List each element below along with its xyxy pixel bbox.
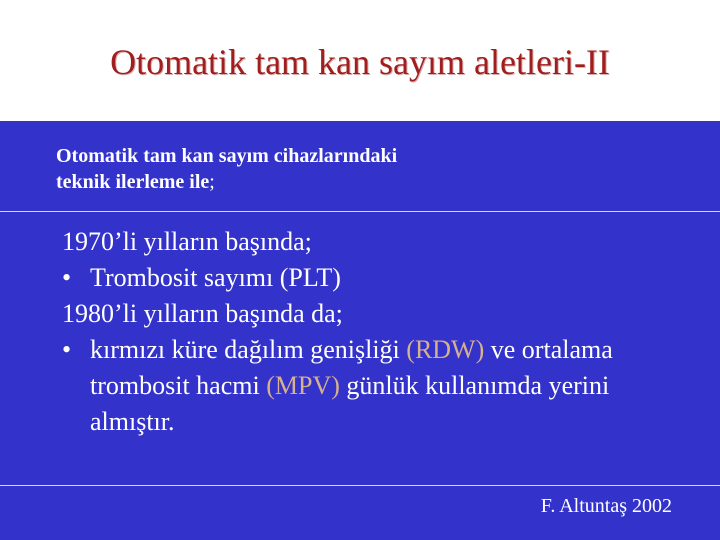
bullet-text-part-2: ve ortalama trombosit hacmi — [90, 335, 613, 400]
intro-text — [56, 143, 696, 195]
intro-line-2-wrap — [56, 169, 696, 195]
bullet-text-part-1: kırmızı küre dağılım genişliği — [90, 335, 407, 364]
divider-top — [0, 211, 720, 212]
rdw-highlight: (RDW) — [406, 335, 485, 364]
heading-1980s: 1980’li yılların başında da; — [62, 299, 343, 328]
mpv-highlight: (MPV) — [266, 371, 340, 400]
bullet-icon: • — [62, 335, 72, 364]
title-band — [0, 0, 720, 121]
intro-line-2-suffix: ; — [209, 171, 215, 193]
footer-credit: F. Altuntaş 2002 — [540, 495, 672, 517]
bullet-item-plt — [62, 260, 682, 296]
divider-bottom — [0, 485, 720, 486]
intro-line-2: teknik ilerleme ile — [56, 171, 210, 193]
bullet-text-plt: Trombosit sayımı (PLT) — [90, 263, 341, 292]
slide-content — [62, 224, 682, 440]
bullet-text-part-3: günlük kullanımda yerini almıştır. — [90, 371, 610, 436]
heading-1970s: 1970’li yılların başında; — [62, 227, 312, 256]
slide-title: Otomatik tam kan sayım aletleri-II — [110, 42, 610, 82]
bullet-icon: • — [62, 263, 72, 292]
bullet-item-rdw-mpv — [62, 332, 682, 440]
intro-line-1: Otomatik tam kan sayım cihazlarındaki — [56, 145, 398, 167]
